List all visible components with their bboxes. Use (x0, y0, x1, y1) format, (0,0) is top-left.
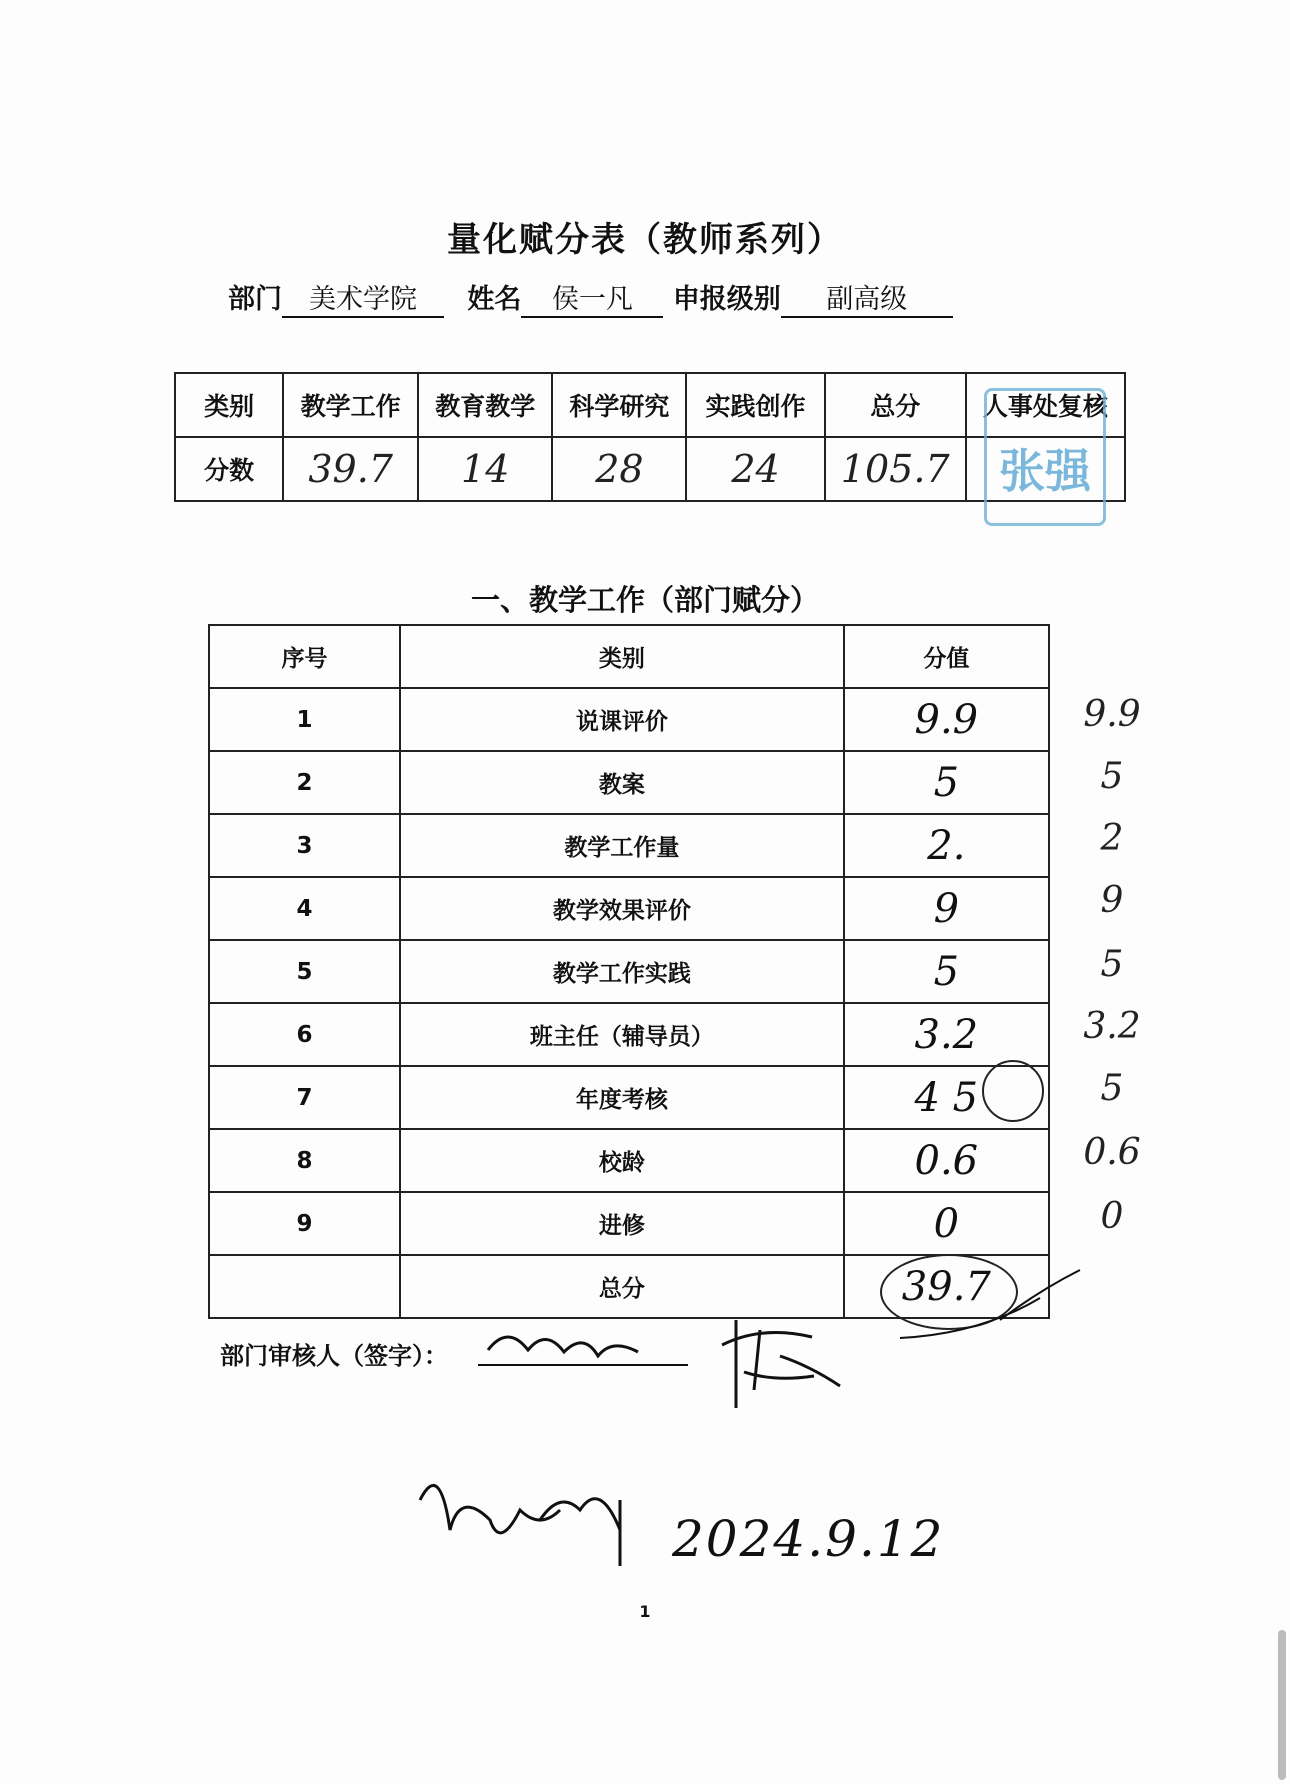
row-score: 3.2 (844, 1003, 1049, 1066)
row-category: 说课评价 (400, 688, 844, 751)
row-no: 8 (209, 1129, 400, 1192)
summary-value: 105.7 (825, 437, 966, 501)
row-category: 教学工作实践 (400, 940, 844, 1003)
stamp-text: 张强 (999, 444, 1091, 498)
row-category: 总分 (400, 1255, 844, 1318)
summary-header: 总分 (825, 373, 966, 437)
review-stamp (984, 388, 1106, 526)
summary-value: 24 (686, 437, 824, 501)
summary-header: 人事处复核 (966, 373, 1125, 437)
row-no: 1 (209, 688, 400, 751)
signer-label: 部门审核人（签字）： (220, 1342, 448, 1370)
row-score: 4 5 (844, 1066, 1049, 1129)
margin-value: 2 (1100, 818, 1124, 859)
name-label: 姓名 (467, 284, 522, 315)
summary-header: 类别 (175, 373, 283, 437)
summary-value: 39.7 (283, 437, 418, 501)
summary-header-row (175, 373, 1125, 437)
row-category: 校龄 (400, 1129, 844, 1192)
row-no (209, 1255, 400, 1318)
row-category: 教学效果评价 (400, 877, 844, 940)
margin-value: 5 (1100, 756, 1124, 797)
page-number: 1 (639, 1602, 651, 1621)
scrollbar[interactable] (1278, 1630, 1286, 1780)
summary-value: 28 (552, 437, 686, 501)
date-text: 2024.9.12 (672, 1510, 945, 1568)
detail-table (208, 624, 1050, 1319)
detail-header: 类别 (400, 625, 844, 688)
row-category: 教案 (400, 751, 844, 814)
row-no: 5 (209, 940, 400, 1003)
row-no: 3 (209, 814, 400, 877)
detail-header-row (209, 625, 1049, 688)
margin-value: 9.9 (1083, 694, 1141, 735)
row-no: 4 (209, 877, 400, 940)
margin-value: 0.6 (1083, 1132, 1141, 1173)
margin-value: 9 (1100, 880, 1124, 921)
dept-label: 部门 (228, 284, 282, 315)
margin-value: 5 (1100, 1068, 1124, 1109)
row-score: 2. (844, 814, 1049, 877)
row-no: 6 (209, 1003, 400, 1066)
row-score: 9 (844, 877, 1049, 940)
margin-value: 0 (1100, 1196, 1124, 1237)
signature-mark (488, 1337, 638, 1356)
row-category: 班主任（辅导员） (400, 1003, 844, 1066)
row-score: 5 (844, 751, 1049, 814)
signature-mark (722, 1320, 840, 1408)
summary-value: 14 (418, 437, 552, 501)
row-category: 进修 (400, 1192, 844, 1255)
info-row (228, 277, 953, 318)
row-score: 39.7 (844, 1255, 1049, 1318)
page-title: 量化赋分表（教师系列） (447, 220, 843, 260)
row-score: 0.6 (844, 1129, 1049, 1192)
summary-value-row (175, 437, 1125, 501)
summary-header: 科学研究 (552, 373, 686, 437)
row-score: 5 (844, 940, 1049, 1003)
summary-row-label: 分数 (175, 437, 283, 501)
row-category: 年度考核 (400, 1066, 844, 1129)
table-row (209, 751, 1049, 814)
margin-value: 5 (1100, 944, 1124, 985)
circle-annotation (982, 1060, 1044, 1122)
table-row (209, 877, 1049, 940)
table-row (209, 1129, 1049, 1192)
detail-header: 分值 (844, 625, 1049, 688)
level-label: 申报级别 (672, 284, 781, 315)
summary-header: 教育教学 (418, 373, 552, 437)
signature-line (478, 1364, 688, 1366)
row-score: 0 (844, 1192, 1049, 1255)
table-row (209, 814, 1049, 877)
name-value: 侯一凡 (521, 277, 663, 318)
table-row (209, 1066, 1049, 1129)
row-category: 教学工作量 (400, 814, 844, 877)
row-no: 9 (209, 1192, 400, 1255)
circle-annotation (880, 1254, 1018, 1330)
row-no: 7 (209, 1066, 400, 1129)
table-row (209, 688, 1049, 751)
level-value: 副高级 (781, 277, 953, 318)
detail-header: 序号 (209, 625, 400, 688)
signature-mark (420, 1485, 620, 1566)
row-score: 9.9 (844, 688, 1049, 751)
section-title: 一、教学工作（部门赋分） (470, 583, 819, 617)
summary-header: 教学工作 (283, 373, 418, 437)
table-row (209, 1003, 1049, 1066)
margin-value: 3.2 (1083, 1006, 1141, 1047)
dept-value: 美术学院 (282, 277, 444, 318)
row-no: 2 (209, 751, 400, 814)
summary-header: 实践创作 (686, 373, 824, 437)
table-row (209, 1192, 1049, 1255)
table-row (209, 940, 1049, 1003)
